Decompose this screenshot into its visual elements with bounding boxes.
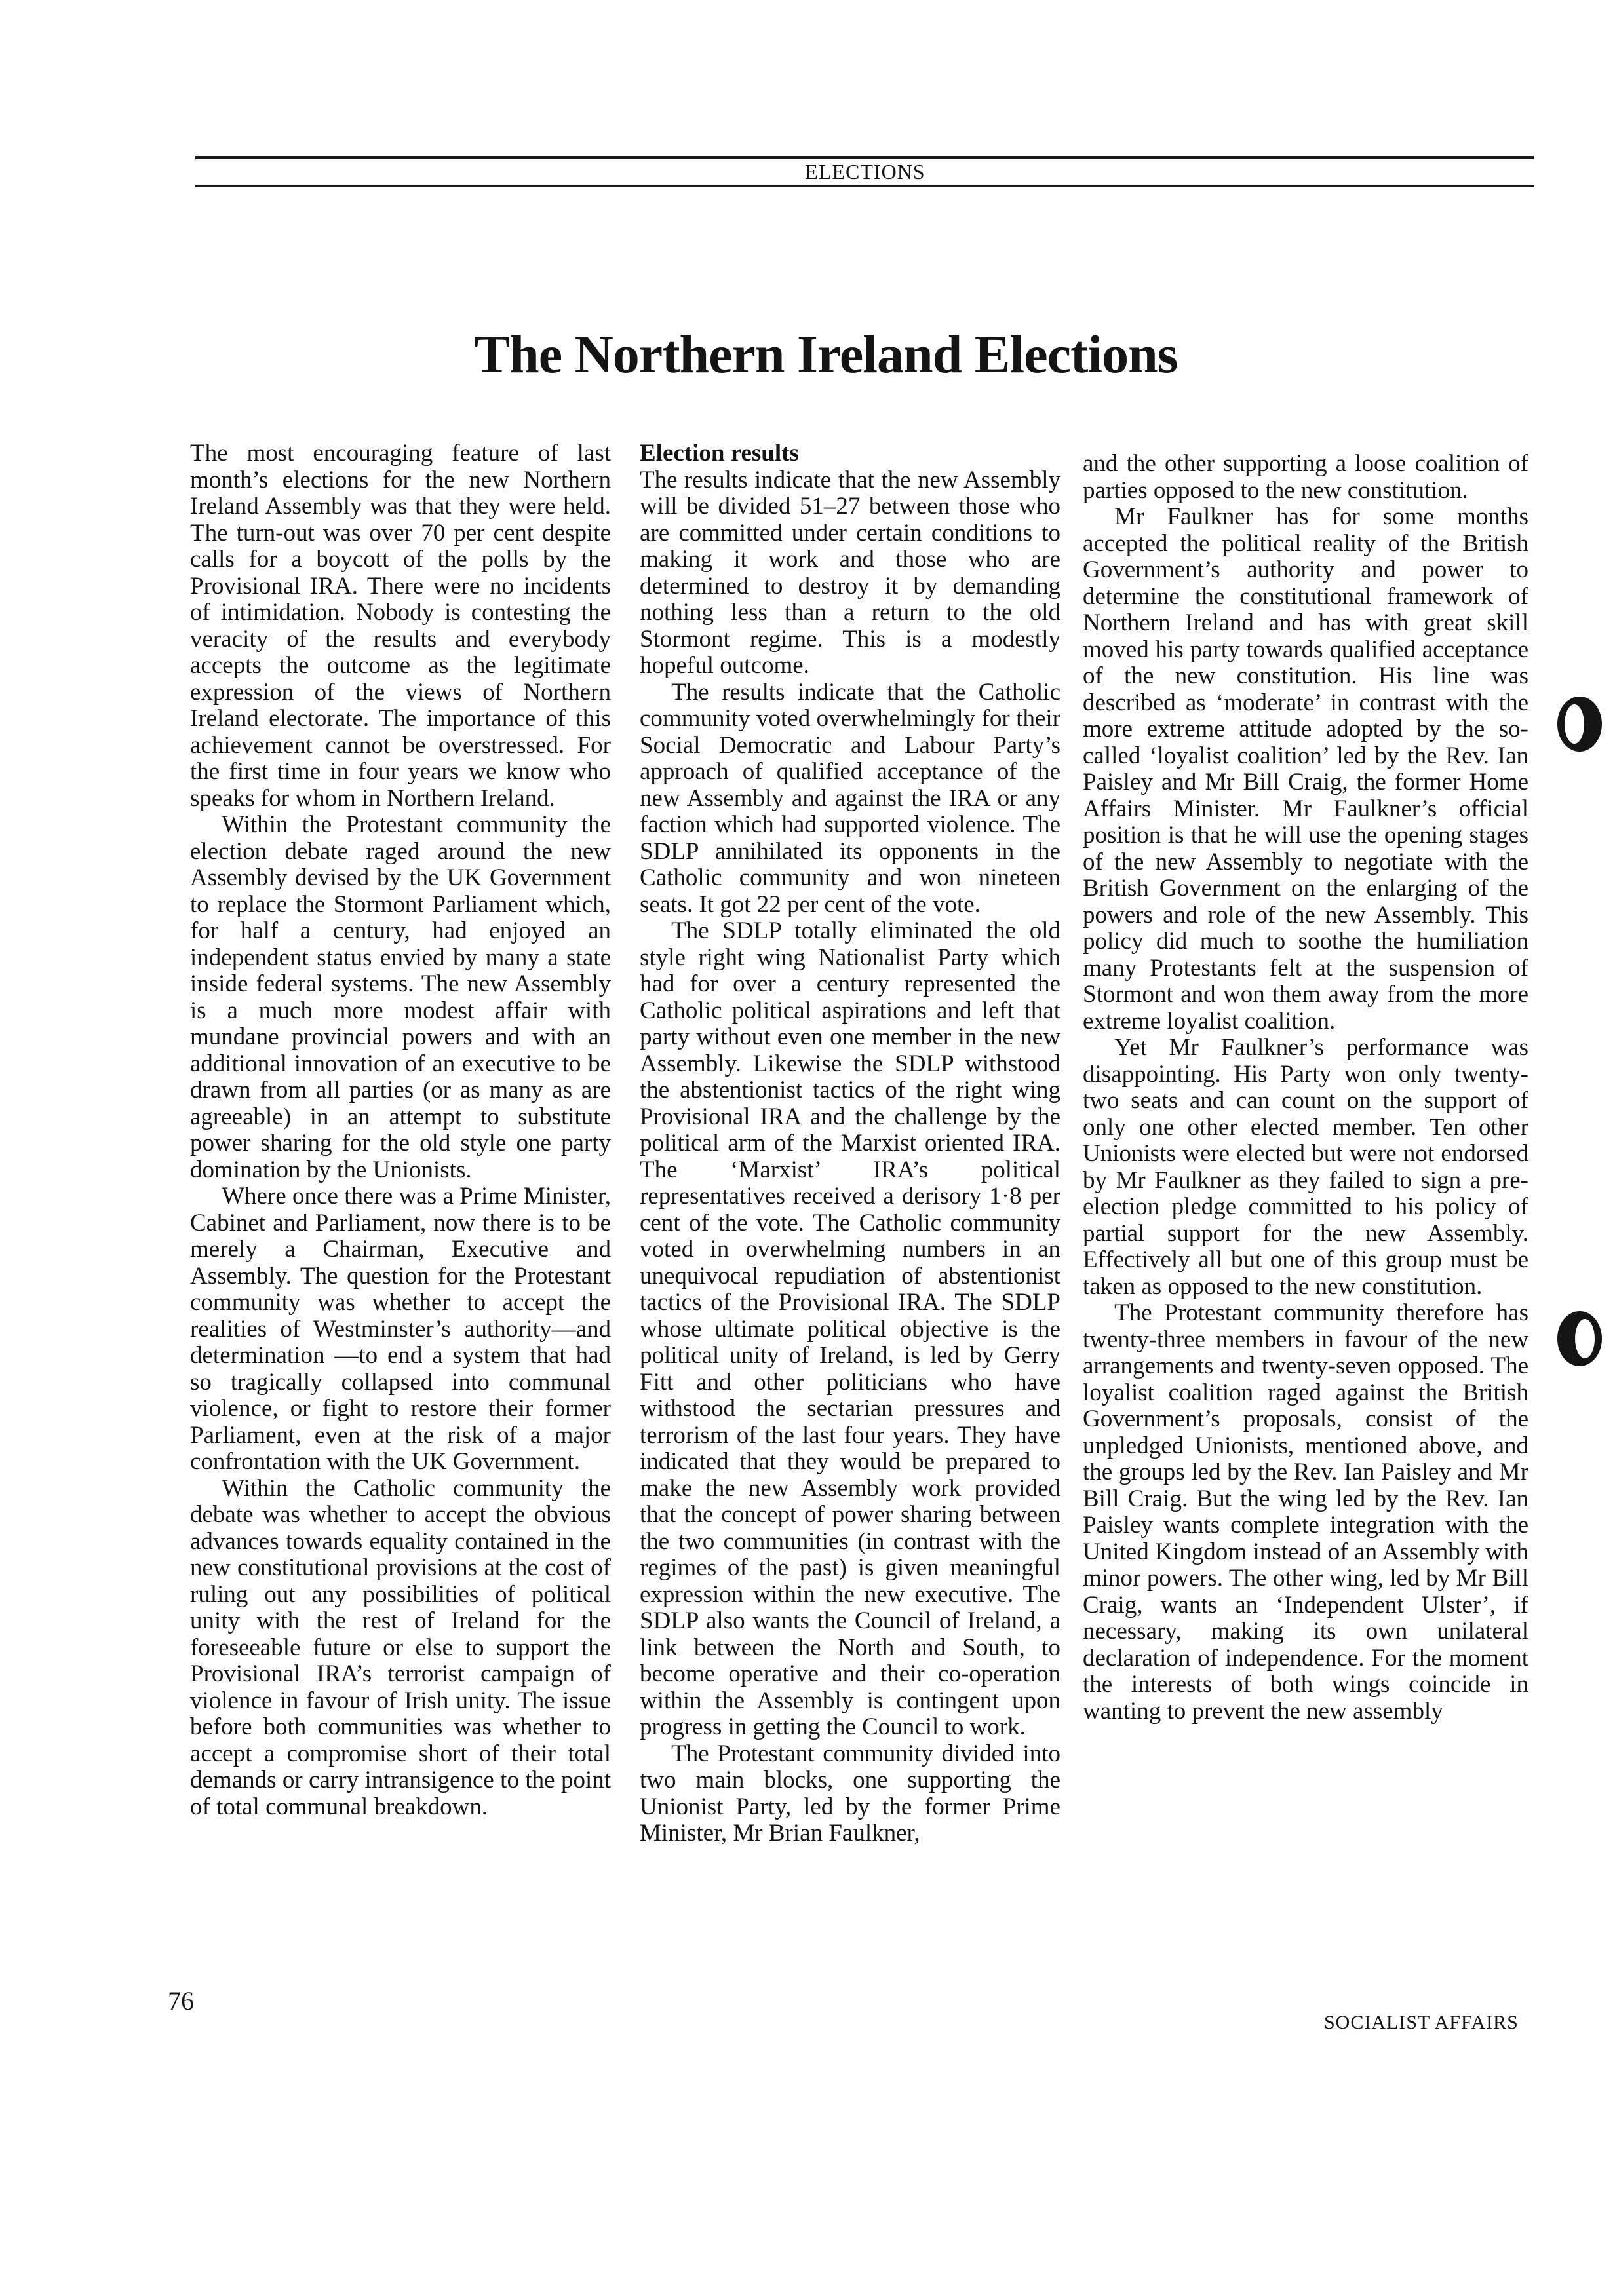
header-rule-top — [195, 156, 1534, 159]
paragraph: Within the Protestant community the election debate raged around the new Assembly devised by the UK Government to replace the Stormont Parliament which, for half a century, had enjoyed an independent status envied by many a state inside federal systems. The new Assembly is a much more modest affair with mundane provincial powers and with an additional innovation of an executive to be drawn from all parties (or as many as are agreeable) in an attempt to substitute power sharing for the old style one party domination by the Unionists. — [190, 811, 611, 1183]
paragraph: and the other supporting a loose coalition of parties opposed to the new constitution. — [1083, 450, 1528, 504]
publication-name: SOCIALIST AFFAIRS — [1324, 2012, 1519, 2033]
paragraph: The results indicate that the new Assembly will be divided 51–27 between those who are committed under certain conditions to making it work and those who are determined to destroy it by demanding nothing less than a return to the old Stormont regime. This is a modestly hopeful outcome. — [640, 466, 1060, 679]
article-column-2 — [640, 440, 1060, 1847]
page-number: 76 — [168, 1986, 194, 2016]
section-label: ELECTIONS — [805, 160, 925, 183]
paragraph: The results indicate that the Catholic community voted overwhelmingly for their Social Democratic and Labour Party’s approach of qualified acceptance of the new Assembly and against the IRA or any faction which had supported violence. The SDLP annihilated its opponents in the Catholic community and won nineteen seats. It got 22 per cent of the vote. — [640, 678, 1060, 918]
punch-hole-icon — [1555, 695, 1605, 754]
paragraph: Yet Mr Faulkner’s performance was disappointing. His Party won only twenty-two seats and can count on the support of only one other elected member. Ten other Unionists were elected but were not endorsed by Mr Faulkner as they failed to sign a pre-election pledge committed to his policy of partial support for the new Assembly. Effectively all but one of this group must be taken as opposed to the new constitution. — [1083, 1034, 1528, 1300]
paragraph: Within the Catholic community the debate was whether to accept the obvious advances towards equality contained in the new constitutional provisions at the cost of ruling out any possibilities of political unity with the rest of Ireland for the foreseeable future or else to support the Provisional IRA’s terrorist campaign of violence in favour of Irish unity. The issue before both communities was whether to accept a compromise short of their total demands or carry intransigence to the point of total communal breakdown. — [190, 1474, 611, 1820]
section-heading: Election results — [640, 440, 799, 467]
paragraph: The Protestant community therefore has twenty-three members in favour of the new arrangements and twenty-seven opposed. The loyalist coalition raged against the British Government’s proposals, consist of the unpledged Unionists, mentioned above, and the groups led by the Rev. Ian Paisley and Mr Bill Craig. But the wing led by the Rev. Ian Paisley wants complete integration with the United Kingdom instead of an Assembly with minor powers. The other wing, led by Mr Bill Craig, wants an ‘Independent Ulster’, if necessary, making its own unilateral declaration of independence. For the moment the interests of both wings coincide in wanting to prevent the new assembly — [1083, 1299, 1528, 1725]
article-column-3 — [1083, 451, 1528, 1725]
article-column-1 — [190, 440, 611, 1820]
article-title: The Northern Ireland Elections — [474, 324, 1178, 384]
paragraph: The SDLP totally eliminated the old style right wing Nationalist Party which had for over a century represented the Catholic political aspirations and left that party without even one member in the new Assembly. Likewise the SDLP withstood the abstentionist tactics of the right wing Provisional IRA and the challenge by the political arm of the Marxist oriented IRA. The ‘Marxist’ IRA’s political representatives received a derisory 1·8 per cent of the vote. The Catholic community voted in overwhelming numbers in an unequivocal repudiation of abstentionist tactics of the Provisional IRA. The SDLP whose ultimate political objective is the political unity of Ireland, is led by Gerry Fitt and other politicians who have withstood the sectarian pressures and terrorism of the last four years. They have indicated that they would be prepared to make the new Assembly work provided that the concept of power sharing between the two communities (in contrast with the regimes of the past) is given meaningful expression within the new executive. The SDLP also wants the Council of Ireland, a link between the North and South, to become operative and their co-operation within the Assembly is contingent upon progress in getting the Council to work. — [640, 917, 1060, 1740]
punch-hole-icon — [1555, 1309, 1605, 1368]
paragraph: Where once there was a Prime Minister, Cabinet and Parliament, now there is to be merely a Chairman, Executive and Assembly. The question for the Protestant community was whether to accept the realities of Westminster’s authority—and determination —to end a system that had so tragically collapsed into communal violence, or fight to restore their former Parliament, even at the risk of a major confrontation with the UK Government. — [190, 1183, 611, 1475]
header-rule-bottom — [195, 185, 1534, 187]
paragraph: The Protestant community divided into two main blocks, one supporting the Unionist Party, led by the former Prime Minister, Mr Brian Faulkner, — [640, 1740, 1060, 1846]
paragraph: The most encouraging feature of last month’s elections for the new Northern Ireland Assembly was that they were held. The turn-out was over 70 per cent despite calls for a boycott of the polls by the Provisional IRA. There were no incidents of intimidation. Nobody is contesting the veracity of the results and everybody accepts the outcome as the legitimate expression of the views of Northern Ireland electorate. The importance of this achievement cannot be overstressed. For the first time in four years we know who speaks for whom in Northern Ireland. — [190, 440, 611, 812]
paragraph: Mr Faulkner has for some months accepted the political reality of the British Government’s authority and power to determine the constitutional framework of Northern Ireland and has with great skill moved his party towards qualified acceptance of the new constitution. His line was described as ‘moderate’ in contrast with the more extreme attitude adopted by the so-called ‘loyalist coalition’ led by the Rev. Ian Paisley and Mr Bill Craig, the former Home Affairs Minister. Mr Faulkner’s official position is that he will use the opening stages of the new Assembly to negotiate with the British Government on the enlarging of the powers and role of the new Assembly. This policy did much to soothe the humiliation many Protestants felt at the suspension of Stormont and won them away from the more extreme loyalist coalition. — [1083, 503, 1528, 1035]
